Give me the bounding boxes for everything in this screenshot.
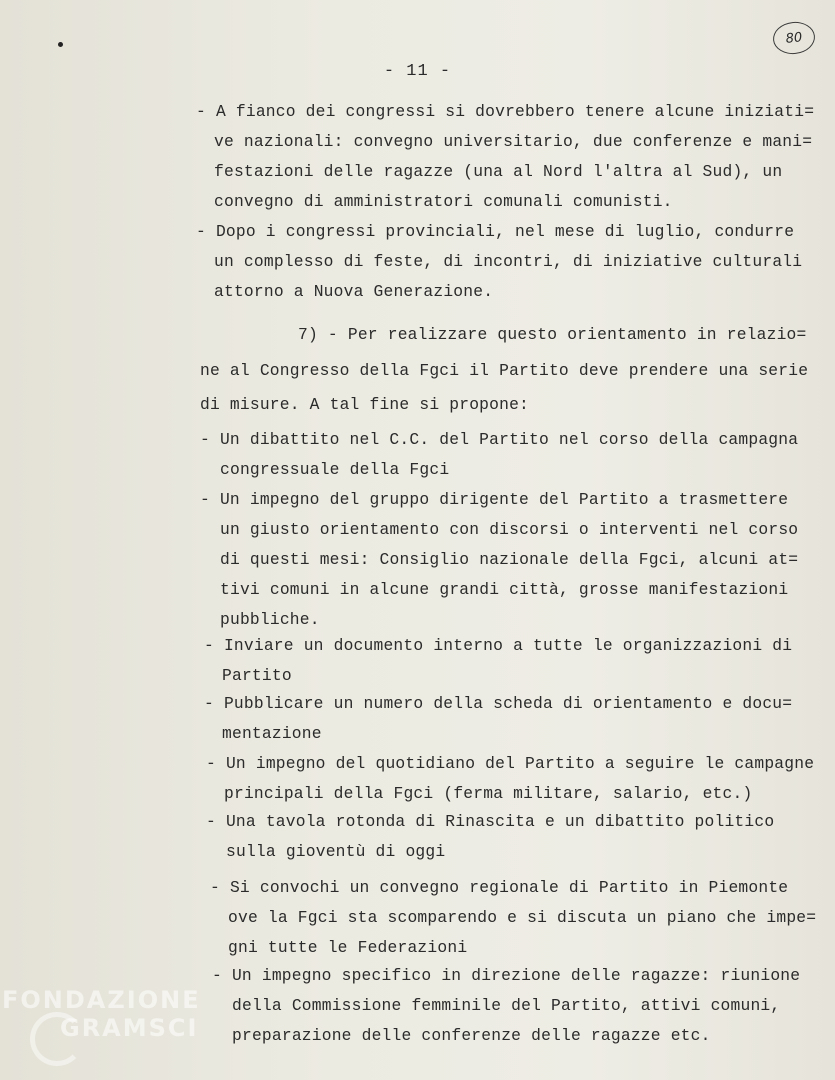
text-line: - Un impegno del quotidiano del Partito a seguire le campagne bbox=[206, 754, 815, 773]
text-line: un complesso di feste, di incontri, di iniziative culturali bbox=[214, 252, 803, 271]
text-line: congressuale della Fgci bbox=[220, 460, 450, 479]
text-line: principali della Fgci (ferma militare, salario, etc.) bbox=[224, 784, 753, 803]
text-line: - A fianco dei congressi si dovrebbero tenere alcune iniziati= bbox=[196, 102, 815, 121]
text-line: - Dopo i congressi provinciali, nel mese di luglio, condurre bbox=[196, 222, 795, 241]
text-line: festazioni delle ragazze (una al Nord l'altra al Sud), un bbox=[214, 162, 783, 181]
archive-stamp-number: 80 bbox=[784, 29, 804, 47]
text-line: - Un impegno specifico in direzione delle ragazze: riunione bbox=[212, 966, 801, 985]
text-line: - Pubblicare un numero della scheda di orientamento e docu= bbox=[204, 694, 793, 713]
text-line: della Commissione femminile del Partito, attivi comuni, bbox=[232, 996, 781, 1015]
text-line: attorno a Nuova Generazione. bbox=[214, 282, 494, 301]
text-line: mentazione bbox=[222, 724, 322, 743]
text-line: - Si convochi un convegno regionale di Partito in Piemonte bbox=[210, 878, 789, 897]
text-line: - Un dibattito nel C.C. del Partito nel corso della campagna bbox=[200, 430, 799, 449]
text-line: di misure. A tal fine si propone: bbox=[200, 395, 530, 414]
watermark-line2: GRAMSCI bbox=[60, 1014, 199, 1042]
text-line: ove la Fgci sta scomparendo e si discuta un piano che impe= bbox=[228, 908, 817, 927]
page-number: - 11 - bbox=[383, 62, 452, 81]
text-line: un giusto orientamento con discorsi o interventi nel corso bbox=[220, 520, 799, 539]
text-line: ne al Congresso della Fgci il Partito deve prendere una serie bbox=[200, 361, 809, 380]
text-line: - Una tavola rotonda di Rinascita e un dibattito politico bbox=[206, 812, 775, 831]
text-line: preparazione delle conferenze delle ragazze etc. bbox=[232, 1026, 711, 1045]
text-line: Partito bbox=[222, 666, 292, 685]
text-line: pubbliche. bbox=[220, 610, 320, 629]
watermark bbox=[2, 988, 201, 1040]
text-line: sulla gioventù di oggi bbox=[226, 842, 446, 861]
ink-speck bbox=[58, 42, 63, 47]
archive-stamp bbox=[771, 20, 816, 56]
text-line: ve nazionali: convegno universitario, due conferenze e mani= bbox=[214, 132, 813, 151]
section-heading: 7) - Per realizzare questo orientamento in relazio= bbox=[298, 325, 807, 344]
text-line: tivi comuni in alcune grandi città, grosse manifestazioni bbox=[220, 580, 789, 599]
text-line: - Inviare un documento interno a tutte le organizzazioni di bbox=[204, 636, 793, 655]
text-line: di questi mesi: Consiglio nazionale della Fgci, alcuni at= bbox=[220, 550, 799, 569]
watermark-line1: FONDAZIONE bbox=[2, 986, 201, 1014]
text-line: - Un impegno del gruppo dirigente del Partito a trasmettere bbox=[200, 490, 789, 509]
text-line: convegno di amministratori comunali comunisti. bbox=[214, 192, 673, 211]
text-line: gni tutte le Federazioni bbox=[228, 938, 468, 957]
